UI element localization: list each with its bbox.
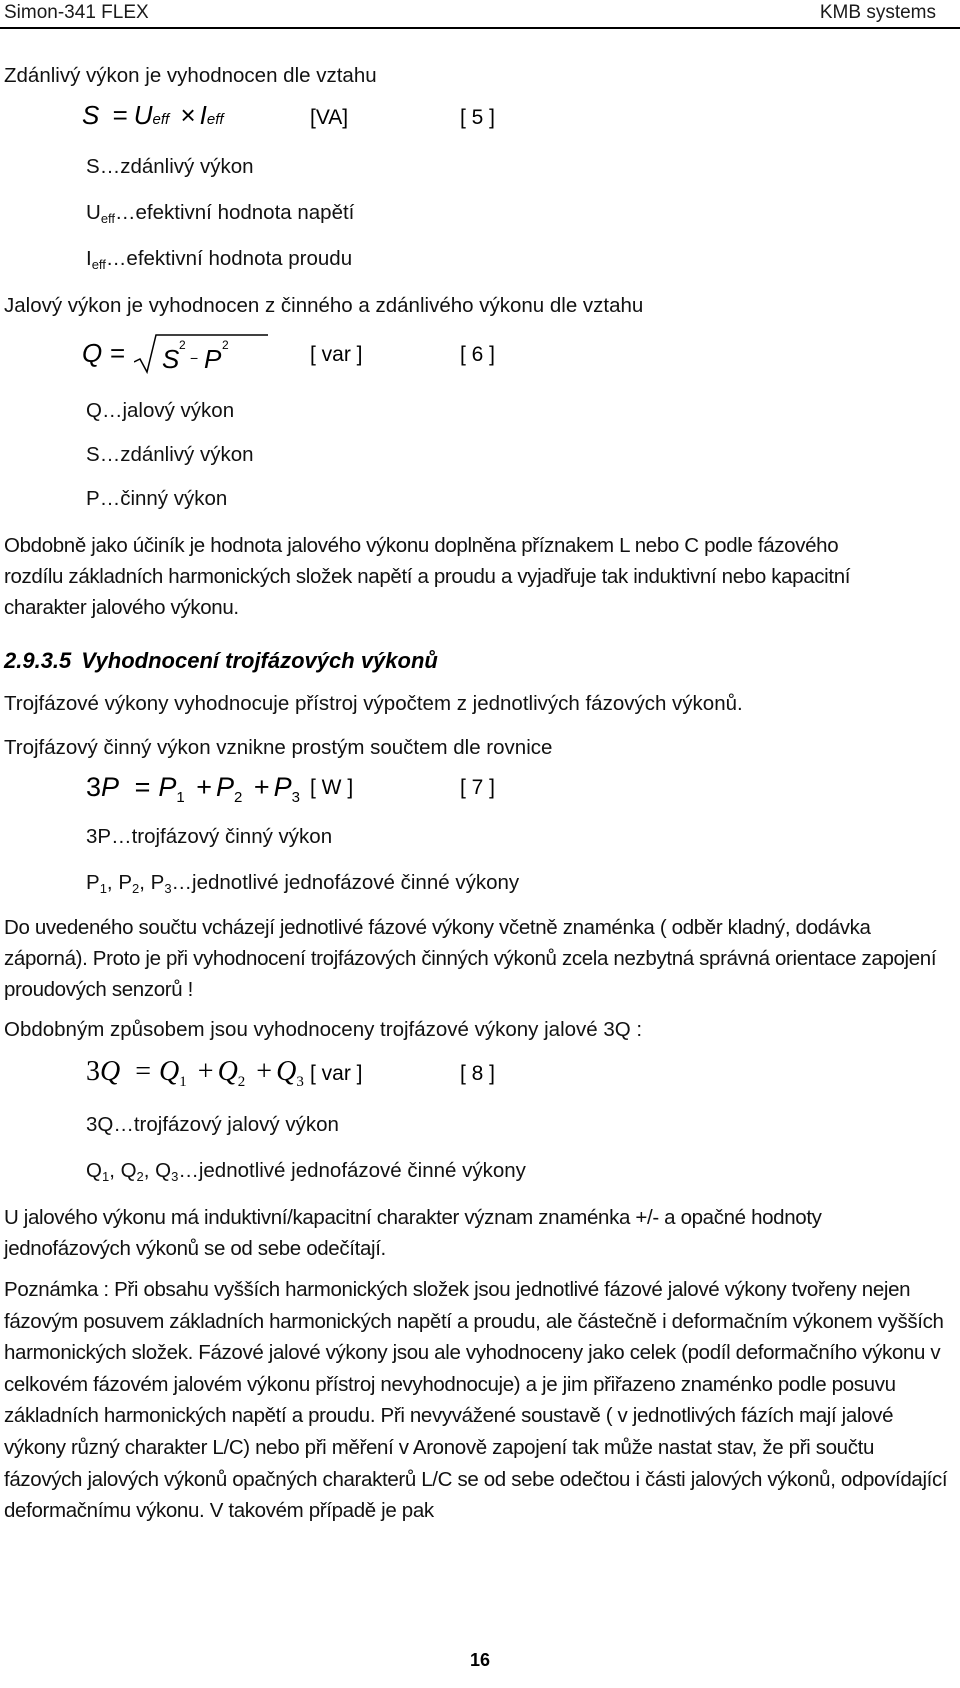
eq7-plus-2: + — [253, 772, 270, 802]
eq8-Q: Q — [100, 1056, 121, 1087]
eq5-S: S — [82, 100, 100, 130]
eq7-sub-2: 2 — [234, 789, 243, 806]
eq5-I: I — [199, 100, 207, 130]
def8-Q123 — [86, 1158, 526, 1184]
def8-3Q: 3Q…trojfázový jalový výkon — [86, 1113, 339, 1136]
eq8-Q2: Q — [217, 1056, 238, 1087]
def5-S-text: …zdánlivý výkon — [99, 155, 254, 178]
def6-Q-text: …jalový výkon — [101, 399, 235, 422]
eq5-times: × — [180, 100, 196, 130]
reactive-sign-paragraph: Obdobně jako účiník je hodnota jalového výkonu doplněna příznakem L nebo C podle fázového rozdílu základních harmonických složek napětí a proudu a vyjadřuje tak induktivní nebo kapacitní charakter jalového výkonu. — [4, 534, 851, 619]
def8-Q3: , Q — [143, 1159, 172, 1182]
def8-sub-2: 2 — [136, 1169, 144, 1184]
def8-Q1: Q — [86, 1159, 102, 1182]
eq8-Q1: Q — [159, 1056, 180, 1087]
eq5-I-sub: eff — [206, 111, 224, 128]
header-document-title: Simon-341 FLEX — [4, 2, 149, 23]
def6-Q — [86, 398, 234, 424]
eq7-plus-1: + — [196, 772, 212, 802]
def5-U — [86, 200, 354, 226]
sqrt-radical-icon — [134, 332, 269, 376]
intro-reactive-power: Jalový výkon je vyhodnocen z činného a zdánlivého výkonu dle vztahu — [4, 294, 644, 317]
equation-6 — [82, 338, 232, 378]
section-title: Vyhodnocení trojfázových výkonů — [81, 648, 438, 673]
eq7-P1: P — [158, 772, 177, 802]
def8-Q123-text: …jednotlivé jednofázové činné výkony — [178, 1159, 526, 1182]
eq8-sub-1: 1 — [179, 1074, 187, 1090]
def7-P123 — [86, 870, 519, 896]
section-heading — [4, 648, 438, 674]
page-number: 16 — [469, 1650, 491, 1670]
three-phase-active-intro: Trojfázový činný výkon vznikne prostým součtem dle rovnice — [4, 736, 553, 759]
section-number: 2.9.3.5 — [4, 648, 72, 673]
eq8-equals: = — [135, 1056, 152, 1087]
def6-Q-symbol: Q — [86, 399, 102, 422]
equation-5 — [82, 100, 224, 140]
eq7-P: P — [101, 772, 120, 802]
def7-P3: , P — [139, 871, 165, 894]
eq6-equals: = — [110, 338, 126, 368]
eq8-three: 3 — [86, 1056, 100, 1087]
def5-I-symbol: I — [86, 247, 92, 270]
def7-P1: P — [86, 871, 100, 894]
harmonics-note-paragraph: Poznámka : Při obsahu vyšších harmonických složek jsou jednotlivé fázové jalové výkony tvořeny nejen fázovým posuvem základních harmonických napětí a proudu, ale částečně i deformačním výkonem vyšších harmonických složek. Fázové jalové výkony jsou ale vyhodnoceny jako celek (podíl deformačního výkonu v celkovém fázovém jalovém výkonu přístroj nevyhodnocuje) a je jim přiřazeno znaménko podle posuvu základních harmonických napětí a proudu. Při nevyvážené soustavě ( v jednotlivých fázích mají jalové výkony různý charakter L/C) nebo při měření v Aronově zapojení tak může nastat stav, že při součtu fázových jalových výkonů opačných charakterů L/C se od sebe odečtou i části jalových výkonů, odpovídající deformačnímu výkonu. V takovém případě je pak — [4, 1278, 948, 1523]
reactive-sign-meaning-paragraph: U jalového výkonu má induktivní/kapacitní charakter význam znaménka +/- a opačné hodnoty jednofázových výkonů se od sebe odečítají. — [4, 1206, 822, 1260]
eq6-S-square: 2 — [179, 338, 186, 352]
eq6-unit: [ var ] — [310, 343, 363, 366]
def7-sub-1: 1 — [99, 881, 107, 896]
sign-orientation-paragraph: Do uvedeného součtu vcházejí jednotlivé fázové výkony včetně znaménka ( odběr kladný, dodávka záporná). Proto je při vyhodnocení trojfázových činných výkonů zcela nezbytná správná orientace zapojení proudových senzorů ! — [4, 916, 937, 1001]
def6-P-symbol: P — [86, 487, 100, 510]
def5-S — [86, 154, 254, 180]
eq8-plus-2: + — [256, 1056, 273, 1087]
eq7-number: [ 7 ] — [460, 776, 496, 799]
def5-U-symbol: U — [86, 201, 101, 224]
eq6-minus: − — [190, 350, 199, 366]
def7-sub-3: 3 — [164, 881, 172, 896]
eq8-unit: [ var ] — [310, 1062, 363, 1085]
def6-S-text: …zdánlivý výkon — [99, 443, 254, 466]
header-rule — [0, 27, 960, 29]
three-phase-intro: Trojfázové výkony vyhodnocuje přístroj výpočtem z jednotlivých fázových výkonů. — [4, 692, 743, 715]
def7-P123-text: …jednotlivé jednofázové činné výkony — [171, 871, 520, 894]
header-company: KMB systems — [819, 2, 936, 23]
equation-8 — [86, 1056, 304, 1096]
def7-3P: 3P…trojfázový činný výkon — [86, 825, 333, 848]
def8-sub-3: 3 — [171, 1169, 179, 1184]
eq5-number: [ 5 ] — [460, 106, 496, 129]
def5-U-sub: eff — [100, 211, 116, 226]
eq8-sub-3: 3 — [296, 1074, 304, 1090]
eq7-P3: P — [273, 772, 292, 802]
eq5-equals: = — [112, 100, 128, 130]
def6-P-text: …činný výkon — [99, 487, 228, 510]
def6-P — [86, 486, 227, 512]
eq6-Q: Q — [82, 338, 103, 368]
eq6-S: S — [162, 344, 180, 374]
def5-U-text: …efektivní hodnota napětí — [115, 201, 355, 224]
eq8-number: [ 8 ] — [460, 1062, 496, 1085]
eq7-P2: P — [216, 772, 235, 802]
eq5-unit: [VA] — [310, 106, 349, 129]
equation-7 — [86, 772, 300, 812]
eq7-sub-3: 3 — [291, 789, 301, 806]
eq7-sub-1: 1 — [176, 789, 185, 806]
eq8-Q3: Q — [276, 1056, 297, 1087]
def7-P2: , P — [106, 871, 132, 894]
def7-sub-2: 2 — [132, 881, 140, 896]
def5-S-symbol: S — [86, 155, 100, 178]
eq8-sub-2: 2 — [237, 1074, 246, 1090]
eq6-P-square: 2 — [222, 338, 229, 352]
eq5-U-sub: eff — [152, 111, 170, 128]
def5-I-text: …efektivní hodnota proudu — [105, 247, 353, 270]
def5-I-sub: eff — [91, 257, 106, 272]
def6-S — [86, 442, 254, 468]
def8-Q2: , Q — [109, 1159, 137, 1182]
def8-sub-1: 1 — [101, 1169, 110, 1184]
intro-apparent-power: Zdánlivý výkon je vyhodnocen dle vztahu — [4, 64, 377, 87]
def5-I — [86, 246, 352, 272]
eq7-three: 3 — [86, 772, 102, 802]
three-phase-reactive-intro: Obdobným způsobem jsou vyhodnoceny trojfázové výkony jalové 3Q : — [4, 1018, 643, 1041]
eq6-P: P — [204, 344, 222, 374]
eq7-unit: [ W ] — [310, 776, 354, 799]
def6-S-symbol: S — [86, 443, 100, 466]
eq5-U: U — [133, 100, 153, 130]
eq7-equals: = — [134, 772, 151, 802]
eq8-plus-1: + — [197, 1056, 214, 1087]
eq6-number: [ 6 ] — [460, 343, 496, 366]
